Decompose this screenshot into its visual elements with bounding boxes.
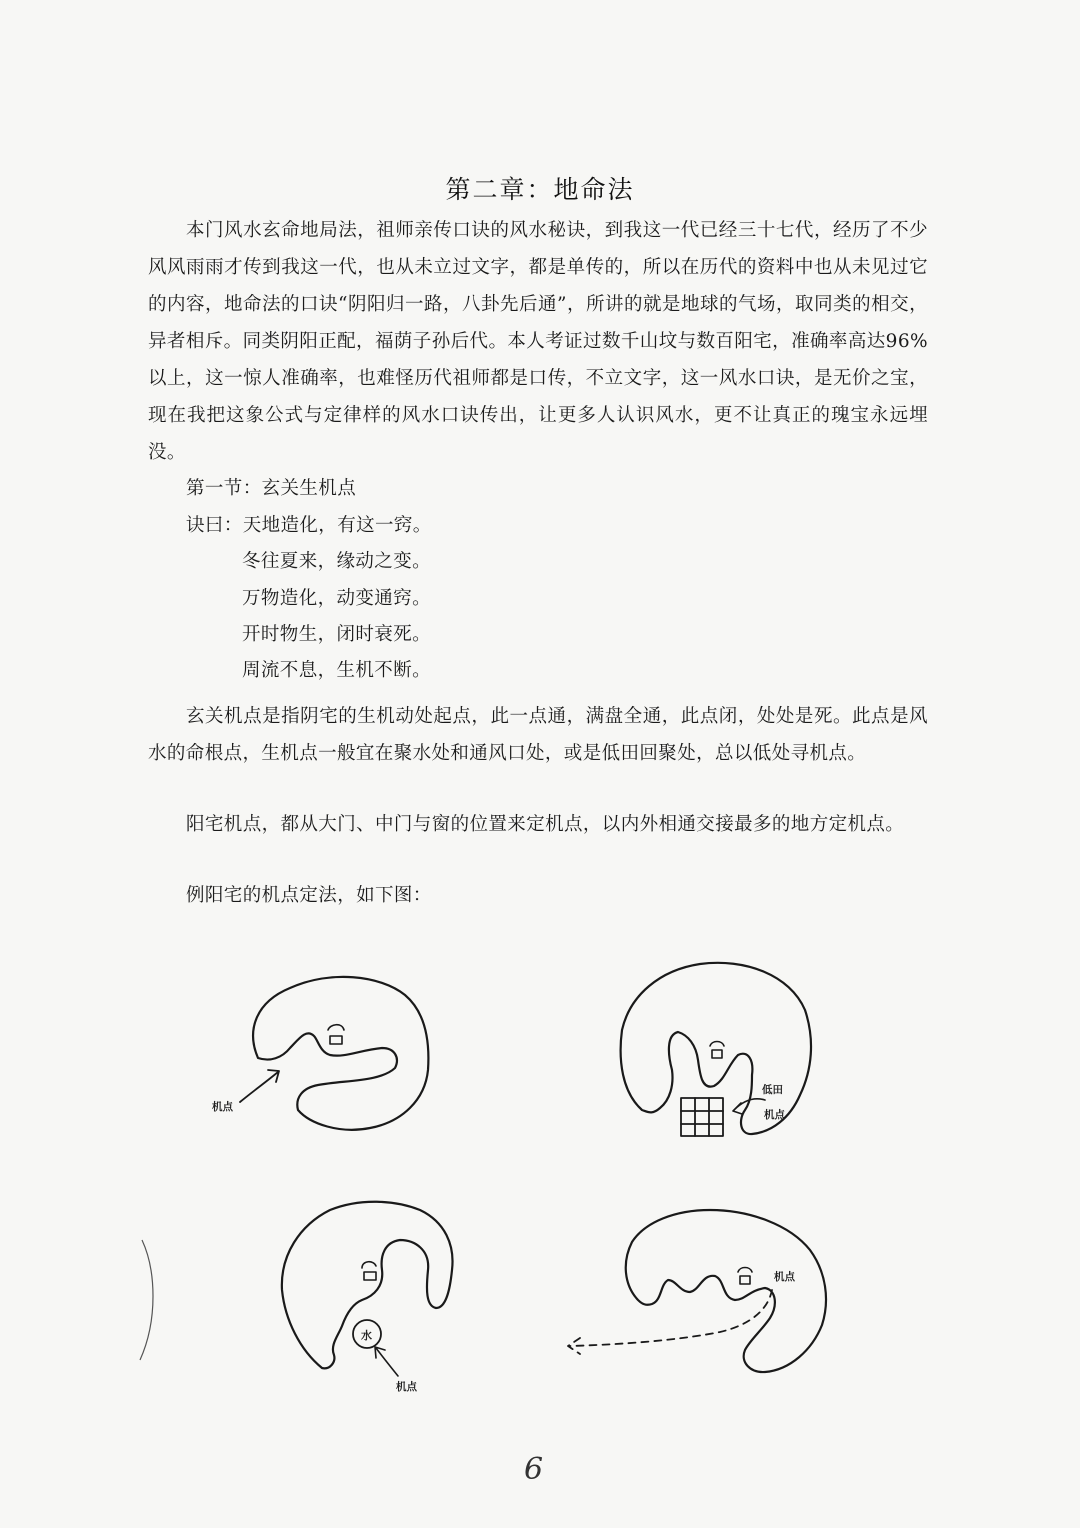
diagram-1-outline bbox=[253, 977, 428, 1130]
diagram-4 bbox=[568, 1210, 826, 1372]
diagram-4-outline bbox=[626, 1210, 826, 1372]
diagram-2-label-point: 机点 bbox=[764, 1109, 785, 1121]
diagram-3-label-water: 水 bbox=[361, 1329, 372, 1342]
diagram-4-symbol bbox=[738, 1268, 752, 1285]
diagram-1-symbol bbox=[328, 1025, 344, 1044]
verse-line-3: 万物造化，动变通窍。 bbox=[242, 588, 432, 609]
diagram-2-symbol bbox=[710, 1042, 724, 1059]
diagram-3-outline bbox=[282, 1202, 453, 1369]
scan-margin-mark bbox=[140, 1240, 153, 1360]
diagram-4-label-point: 机点 bbox=[774, 1271, 795, 1283]
diagram-2-window-grid bbox=[681, 1098, 723, 1136]
verse-line-1: 诀曰：天地造化，有这一窍。 bbox=[186, 515, 432, 536]
diagram-3 bbox=[282, 1202, 453, 1376]
diagram-1-label-point: 机点 bbox=[212, 1101, 233, 1113]
diagram-3-symbol bbox=[362, 1262, 376, 1280]
verse-line-4: 开时物生，闭时衰死。 bbox=[242, 624, 432, 645]
diagram-2-label-lowfield: 低田 bbox=[762, 1084, 783, 1096]
diagram-3-label-point: 机点 bbox=[396, 1381, 417, 1393]
verse-line-2: 冬往夏来，缘动之变。 bbox=[242, 551, 432, 572]
diagram-3-arrow bbox=[375, 1347, 398, 1376]
diagram-1 bbox=[240, 977, 428, 1130]
chapter-title: 第二章：地命法 bbox=[445, 175, 635, 204]
section-heading: 第一节：玄关生机点 bbox=[186, 478, 357, 499]
example-intro: 例阳宅的机点定法，如下图： bbox=[186, 885, 432, 906]
yang-house-paragraph: 阳宅机点，都从大门、中门与窗的位置来定机点，以内外相通交接最多的地方定机点。 bbox=[186, 814, 905, 835]
intro-paragraph: 本门风水玄命地局法，祖师亲传口诀的风水秘诀，到我这一代已经三十七代，经历了不少风风雨雨才传到我这一代，也从未立过文字，都是单传的，所以在历代的资料中也从未见过它的内容，地命法的口诀“阴阳归一路，八卦先后通”，所讲的就是地球的气场，取同类的相交，异者相斥。同类阴阳正配，福荫子孙后代。本人考证过数千山坟与数百阳宅，准确率高达96%以上，这一惊人准确率，也难怪历代祖师都是口传，不立文字，这一风水口诀，是无价之宝，现在我把这象公式与定律样的风水口诀传出，让更多人认识风水，更不让真正的瑰宝永远埋没。 bbox=[148, 220, 928, 463]
page-number: 6 bbox=[524, 1452, 544, 1487]
diagram-1-arrow bbox=[240, 1070, 279, 1102]
verse-line-5: 周流不息，生机不断。 bbox=[242, 660, 432, 681]
yin-house-paragraph: 玄关机点是指阴宅的生机动处起点，此一点通，满盘全通，此点闭，处处是死。此点是风水的命根点，生机点一般宜在聚水处和通风口处，或是低田回聚处，总以低处寻机点。 bbox=[148, 706, 928, 764]
